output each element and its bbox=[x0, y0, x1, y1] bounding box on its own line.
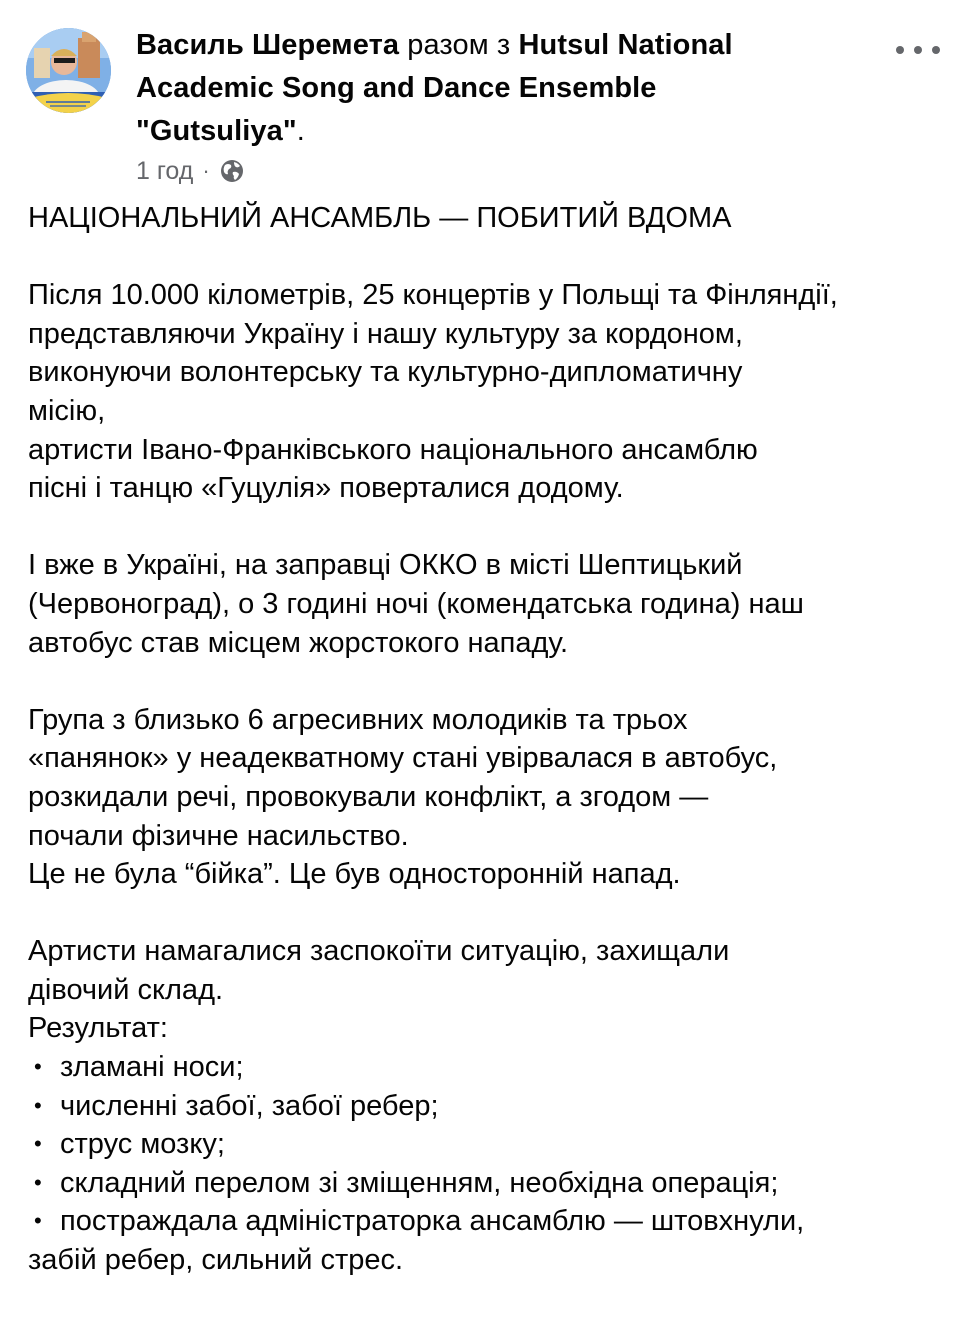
paragraph-line: представляючи Україну і нашу культуру за кордоном, bbox=[28, 317, 743, 350]
paragraph-line: Це не була “бійка”. Це був односторонній напад. bbox=[28, 858, 681, 891]
period-text: . bbox=[296, 115, 305, 147]
paragraph-line: розкидали речі, провокували конфлікт, а згодом — bbox=[28, 780, 709, 813]
list-item bbox=[28, 1202, 943, 1241]
paragraph-line: Група з близько 6 агресивних молодиків та трьох bbox=[28, 703, 688, 736]
post-title bbox=[28, 199, 943, 238]
page-name-link-part2[interactable]: Academic Song and Dance Ensemble bbox=[136, 72, 657, 104]
paragraph-2 bbox=[28, 546, 943, 662]
list-item bbox=[28, 1048, 943, 1087]
paragraph-line: дівочий склад. bbox=[28, 973, 224, 1006]
author-avatar[interactable] bbox=[26, 28, 111, 113]
paragraph-line: забій ребер, сильний стрес. bbox=[28, 1244, 404, 1277]
globe-icon[interactable] bbox=[219, 158, 245, 184]
list-item-text: складний перелом зі зміщенням, необхідна операція; bbox=[60, 1166, 779, 1199]
paragraph-line: почали фізичне насильство. bbox=[28, 819, 409, 852]
bullet-icon: • bbox=[34, 1169, 42, 1195]
post-body bbox=[28, 199, 943, 1318]
paragraph-4 bbox=[28, 932, 943, 1279]
author-name-link[interactable]: Василь Шеремета bbox=[136, 29, 400, 61]
list-item-text: зламані носи; bbox=[60, 1051, 244, 1084]
author-line bbox=[136, 24, 826, 153]
page-name-link-part3[interactable]: "Gutsuliya" bbox=[136, 115, 297, 147]
avatar-photo bbox=[26, 28, 111, 113]
post-timestamp[interactable]: 1 год bbox=[136, 156, 194, 185]
page-name-link-part1[interactable]: Hutsul National bbox=[518, 29, 733, 61]
more-dots-icon bbox=[896, 46, 904, 54]
paragraph-line: виконуючи волонтерську та культурно-дипломатичну bbox=[28, 356, 743, 389]
list-item-text: численні забої, забої ребер; bbox=[60, 1089, 439, 1122]
paragraph-line: І вже в Україні, на заправці ОККО в місті Шептицький bbox=[28, 549, 743, 582]
paragraph-line: артисти Івано-Франківського національного ансамблю bbox=[28, 433, 758, 466]
more-options-button[interactable] bbox=[896, 36, 940, 64]
bullet-icon: • bbox=[34, 1092, 42, 1118]
with-text: разом з bbox=[407, 29, 511, 61]
paragraph-line: (Червоноград), о 3 годині ночі (комендатська година) наш bbox=[28, 587, 804, 620]
list-item bbox=[28, 1164, 943, 1203]
list-item-text: струс мозку; bbox=[60, 1128, 225, 1161]
result-label: Результат: bbox=[28, 1012, 168, 1045]
bullet-icon: • bbox=[34, 1131, 42, 1157]
paragraph-3 bbox=[28, 701, 943, 894]
list-item bbox=[28, 1125, 943, 1164]
paragraph-line: автобус став місцем жорстокого нападу. bbox=[28, 626, 569, 659]
paragraph-line: Після 10.000 кілометрів, 25 концертів у Польщі та Фінляндії, bbox=[28, 279, 838, 312]
paragraph-1 bbox=[28, 276, 943, 508]
list-item bbox=[28, 1087, 943, 1126]
paragraph-line: пісні і танцю «Гуцулія» поверталися додому. bbox=[28, 472, 624, 505]
post-meta bbox=[136, 154, 245, 188]
more-dots-icon bbox=[914, 46, 922, 54]
post-header bbox=[0, 0, 955, 190]
more-dots-icon bbox=[932, 46, 940, 54]
paragraph-line: Артисти намагалися заспокоїти ситуацію, захищали bbox=[28, 935, 730, 968]
bullet-icon: • bbox=[34, 1054, 42, 1080]
paragraph-line: «панянок» у неадекватному стані увірвалася в автобус, bbox=[28, 742, 778, 775]
list-item-text: постраждала адміністраторка ансамблю — штовхнули, bbox=[60, 1205, 805, 1238]
post-title-text: НАЦІОНАЛЬНИЙ АНСАМБЛЬ — ПОБИТИЙ ВДОМА bbox=[28, 202, 732, 234]
paragraph-line: місію, bbox=[28, 394, 106, 427]
bullet-icon: • bbox=[34, 1208, 42, 1234]
meta-separator: · bbox=[202, 158, 210, 183]
